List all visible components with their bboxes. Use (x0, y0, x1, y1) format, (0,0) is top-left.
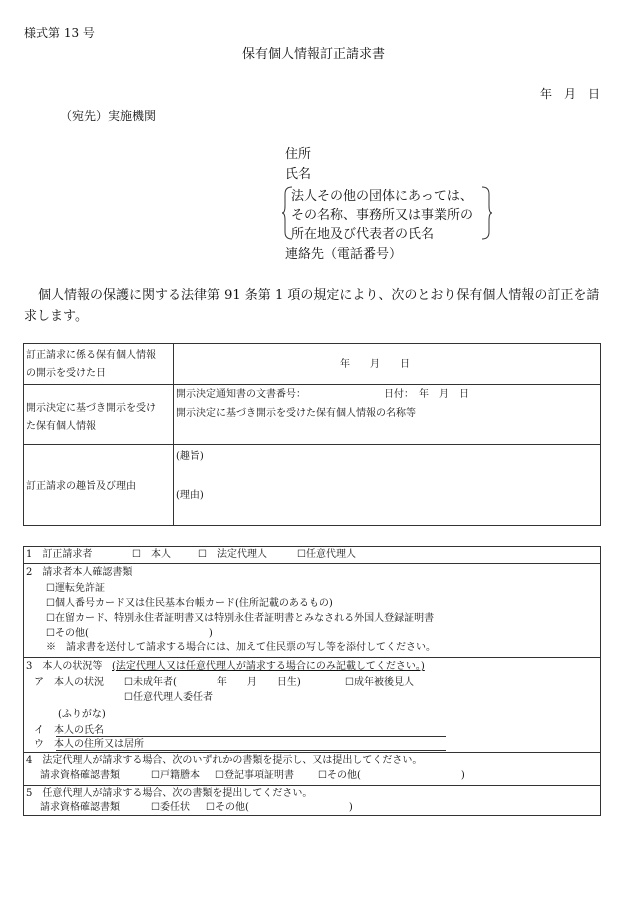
reason-field[interactable]: (理由) (176, 490, 204, 501)
name-label: 氏名 (285, 167, 312, 182)
principal-address-field[interactable] (56, 750, 446, 751)
disclosed-info-name-field[interactable]: 開示決定に基づき開示を受けた保有個人情報の名称等 (176, 408, 416, 419)
correction-purpose-reason-label: 訂正請求の趣旨及び理由 (26, 481, 136, 492)
other-id-checkbox[interactable]: ☐その他( ) (46, 628, 213, 639)
family-register-checkbox[interactable]: ☐戸籍謄本 (151, 770, 200, 781)
page-title: 保有個人情報訂正請求書 (242, 47, 386, 62)
drivers-license-checkbox[interactable]: ☐運転免許証 (46, 583, 105, 594)
requester-voluntary-agent-checkbox[interactable]: ☐任意代理人 (297, 549, 356, 560)
residence-card-checkbox[interactable]: ☐在留カード、特別永住者証明書又は特別永住者証明書とみなされる外国人登録証明書 (46, 613, 435, 624)
principal-status-note: (法定代理人又は任意代理人が請求する場合にのみ記載してください。) (112, 661, 425, 672)
id-documents-title: 2 請求者本人確認書類 (26, 567, 133, 578)
request-details-table (23, 343, 601, 526)
disclosed-date-label: 訂正請求に係る保有個人情報 (26, 350, 156, 361)
principal-status-title: 3 本人の状況等 (26, 661, 103, 672)
principal-name-label: イ 本人の氏名 (34, 725, 104, 736)
intro-line-2: 求します。 (24, 309, 88, 324)
principal-name-field[interactable] (56, 736, 446, 737)
principal-status-label: ア 本人の状況 (34, 677, 104, 688)
registry-certificate-checkbox[interactable]: ☐登記事項証明書 (215, 770, 294, 781)
voluntary-agent-docs-title: 5 任意代理人が請求する場合、次の書類を提出してください。 (26, 788, 313, 799)
corp-note-2: その名称、事務所又は事業所の (291, 208, 474, 223)
legal-agent-docs-title: 4 法定代理人が請求する場合、次のいずれかの書類を提示し、又は提出してください。 (26, 755, 423, 766)
voluntary-agent-docs-label: 請求資格確認書類 (40, 802, 120, 813)
adult-ward-checkbox[interactable]: ☐成年被後見人 (345, 677, 414, 688)
date-line: 年 月 日 (540, 87, 601, 101)
addressee: （宛先）実施機関 (60, 109, 157, 123)
notice-date-field[interactable]: 日付： 年 月 日 (384, 389, 469, 400)
corp-note-3: 所在地及び代表者の氏名 (291, 227, 435, 242)
legal-agent-other-checkbox[interactable]: ☐その他( ) (318, 770, 465, 781)
principal-address-label: ウ 本人の住所又は居所 (34, 739, 144, 750)
address-label: 住所 (285, 147, 312, 162)
voluntary-agent-other-checkbox[interactable]: ☐その他( ) (206, 802, 353, 813)
contact-label: 連絡先（電話番号） (285, 247, 403, 262)
requester-legal-agent-checkbox[interactable]: ☐ 法定代理人 (198, 549, 267, 560)
legal-agent-docs-label: 請求資格確認書類 (40, 770, 120, 781)
requester-self-checkbox[interactable]: ☐ 本人 (132, 549, 171, 560)
right-brace-icon (480, 186, 492, 240)
purpose-field[interactable]: (趣旨) (176, 451, 204, 462)
minor-checkbox[interactable]: ☐未成年者( 年 月 日生) (124, 677, 301, 688)
form-number: 様式第 13 号 (24, 26, 95, 40)
intro-line-1: 個人情報の保護に関する法律第 91 条第 1 項の規定により、次のとおり保有個人情報の訂正を請 (38, 288, 600, 303)
disclosed-date-label-2: の開示を受けた日 (26, 368, 106, 379)
disclosed-date-field[interactable]: 年 月 日 (340, 359, 410, 370)
my-number-card-checkbox[interactable]: ☐個人番号カード又は住民基本台帳カード(住所記載のあるもの) (46, 598, 333, 609)
power-of-attorney-checkbox[interactable]: ☐委任状 (151, 802, 190, 813)
disclosed-info-label: 開示決定に基づき開示を受け (26, 403, 156, 414)
mail-request-note: ※ 請求書を送付して請求する場合には、加えて住民票の写し等を添付してください。 (46, 642, 436, 653)
disclosed-info-label-2: た保有個人情報 (26, 421, 96, 432)
corp-note-1: 法人その他の団体にあっては、 (291, 189, 473, 204)
principal-delegator-checkbox[interactable]: ☐任意代理人委任者 (124, 692, 213, 703)
requester-type-title: 1 訂正請求者 (26, 549, 93, 560)
notice-doc-number-field[interactable]: 開示決定通知書の文書番号： (176, 389, 306, 400)
furigana-label: (ふりがな) (58, 709, 106, 720)
